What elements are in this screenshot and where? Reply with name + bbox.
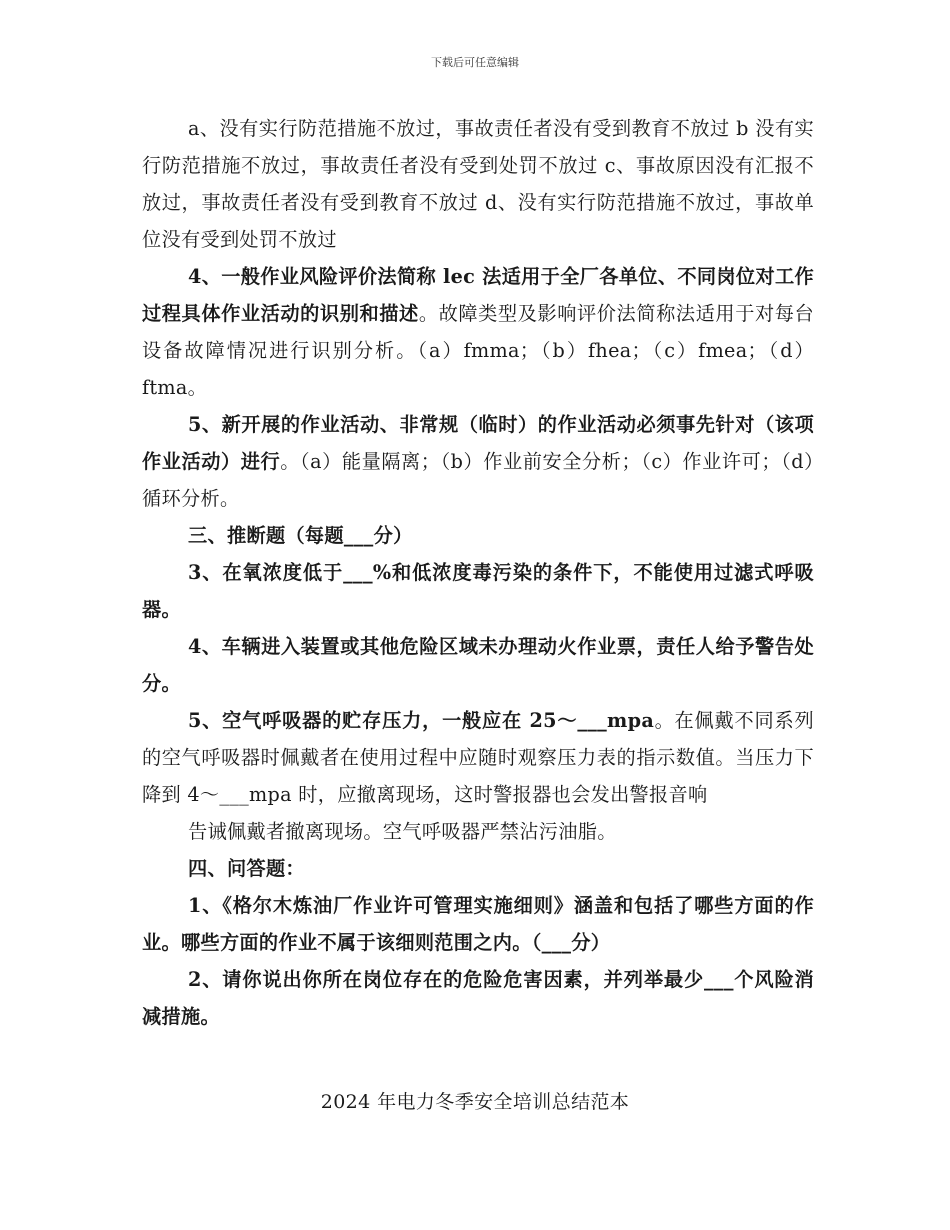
judgement-item-5-rest: 。在佩戴不同系列的空气呼吸器时佩戴者在使用过程中应随时观察压力表的指示数值。当压力下降到 4～___mpa 时，应撤离现场，这时警报器也会发出警报音响 — [142, 709, 815, 806]
question-5-stem: 5、新开展的作业活动、非常规（临时）的作业活动必须事先针对（该项作业活动）进行 — [142, 413, 814, 473]
section-heading-judgement: 三、推断题（每题___分） — [188, 524, 413, 547]
question-4-stem: 4、一般作业风险评价法简称 lec 法适用于全厂各单位、不同岗位对工作过程具体作业活动的识别和描述 — [142, 265, 814, 325]
judgement-item-3: 3、在氧浓度低于___%和低浓度毒污染的条件下，不能使用过滤式呼吸器。 — [142, 561, 814, 621]
judgement-item-5-stem: 5、空气呼吸器的贮存压力，一般应在 25～___mpa — [188, 709, 655, 732]
judgement-item-4: 4、车辆进入装置或其他危险区域未办理动火作业票，责任人给予警告处分。 — [142, 635, 814, 695]
question-4-options: 。故障类型及影响评价法简称法适用于对每台设备故障情况进行识别分析。（a）fmma；（b）fhea；（c）fmea；（d）ftma。 — [142, 302, 815, 399]
document-body — [142, 110, 814, 1035]
paragraph-question-4 — [142, 258, 814, 406]
document-title: 2024 年电力冬季安全培训总结范本 — [320, 1091, 630, 1113]
judgement-item-5 — [142, 702, 814, 813]
paragraph-question-5 — [142, 406, 814, 517]
question-5-options: 。（a）能量隔离；（b）作业前安全分析；（c）作业许可；（d）循环分析。 — [142, 450, 814, 510]
page-header: 下载后可任意编辑 — [431, 56, 519, 69]
paragraph-continuation: 告诫佩戴者撤离现场。空气呼吸器严禁沾污油脂。 — [188, 820, 617, 843]
qa-item-1: 1、《格尔木炼油厂作业许可管理实施细则》涵盖和包括了哪些方面的作业。哪些方面的作业不属于该细则范围之内。（___分） — [142, 894, 814, 954]
qa-item-2: 2、请你说出你所在岗位存在的危险危害因素，并列举最少___个风险消减措施。 — [142, 968, 814, 1028]
section-heading-qa: 四、问答题： — [188, 857, 305, 880]
paragraph-answer-options: a、没有实行防范措施不放过，事故责任者没有受到教育不放过 b 没有实行防范措施不放过，事故责任者没有受到处罚不放过 c、事故原因没有汇报不放过，事故责任者没有受到教育不放过 d、没有实行防范措施不放过，事故单位没有受到处罚不放过 — [142, 117, 814, 251]
